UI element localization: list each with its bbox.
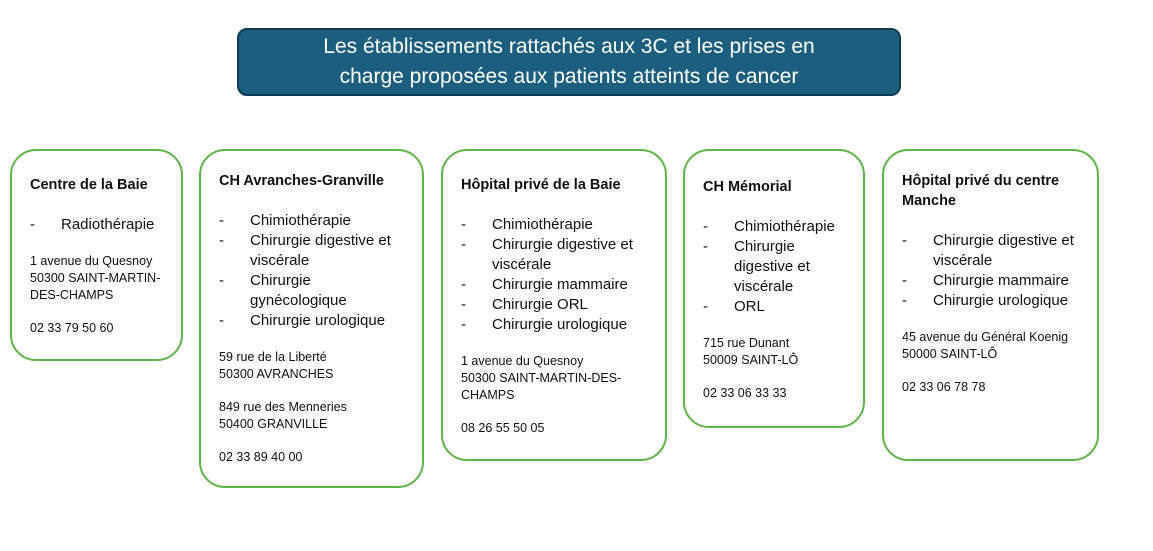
phone-number: 08 26 55 50 05	[461, 421, 545, 435]
services-list	[30, 215, 171, 235]
card-title: Centre de la Baie	[30, 177, 148, 193]
services-list	[219, 211, 406, 331]
service-item: - ORL	[703, 297, 847, 317]
address: 1 avenue du Quesnoy 50300 SAINT-MARTIN-DES- CHAMPS	[461, 354, 622, 402]
address: 715 rue Dunant 50009 SAINT-LÔ	[703, 336, 799, 367]
service-item: - Radiothérapie	[30, 215, 171, 235]
diagram-title	[237, 28, 901, 96]
service-item: - Chirurgie urologique	[461, 315, 649, 335]
service-item: - Chimiothérapie	[219, 211, 406, 231]
card-title: Hôpital privé de la Baie	[461, 177, 621, 193]
service-item: - Chimiothérapie	[703, 217, 847, 237]
service-item: - Chirurgie digestive et viscérale	[902, 231, 1081, 271]
service-item: - Chirurgie gynécologique	[219, 271, 406, 311]
service-item: - Chirurgie urologique	[219, 311, 406, 331]
service-item: - Chimiothérapie	[461, 215, 649, 235]
service-item: - Chirurgie mammaire	[902, 271, 1081, 291]
service-item: - Chirurgie urologique	[902, 291, 1081, 311]
card-hopital-prive-de-la-baie	[441, 149, 667, 461]
services-list	[703, 217, 847, 317]
title-line-1: Les établissements rattachés aux 3C et les prises en	[323, 35, 815, 58]
phone-number: 02 33 06 78 78	[902, 380, 986, 394]
card-ch-avranches-granville	[199, 149, 424, 488]
service-item: - Chirurgie ORL	[461, 295, 649, 315]
card-title: Hôpital privé du centre Manche	[902, 173, 1060, 209]
card-ch-memorial	[683, 149, 865, 428]
service-item: - Chirurgie digestive et viscérale	[219, 231, 406, 271]
service-item: - Chirurgie digestive et viscérale	[461, 235, 649, 275]
address: 45 avenue du Général Koenig 50000 SAINT-LÔ	[902, 330, 1069, 361]
title-line-2: charge proposées aux patients atteints de cancer	[339, 65, 799, 88]
phone-number: 02 33 79 50 60	[30, 321, 114, 335]
services-list	[461, 215, 649, 335]
phone-number: 02 33 06 33 33	[703, 386, 787, 400]
card-title: CH Avranches-Granville	[219, 173, 384, 189]
card-hopital-prive-du-centre-manche	[882, 149, 1099, 461]
service-item: - Chirurgie digestive et viscérale	[703, 237, 847, 297]
phone-number: 02 33 89 40 00	[219, 450, 303, 464]
address: 59 rue de la Liberté 50300 AVRANCHES	[219, 350, 334, 381]
address: 849 rue des Menneries 50400 GRANVILLE	[219, 400, 347, 431]
card-centre-de-la-baie	[10, 149, 183, 361]
address: 1 avenue du Quesnoy 50300 SAINT-MARTIN- DES-CHAMPS	[30, 254, 161, 302]
card-title: CH Mémorial	[703, 179, 792, 195]
service-item: - Chirurgie mammaire	[461, 275, 649, 295]
services-list	[902, 231, 1081, 311]
